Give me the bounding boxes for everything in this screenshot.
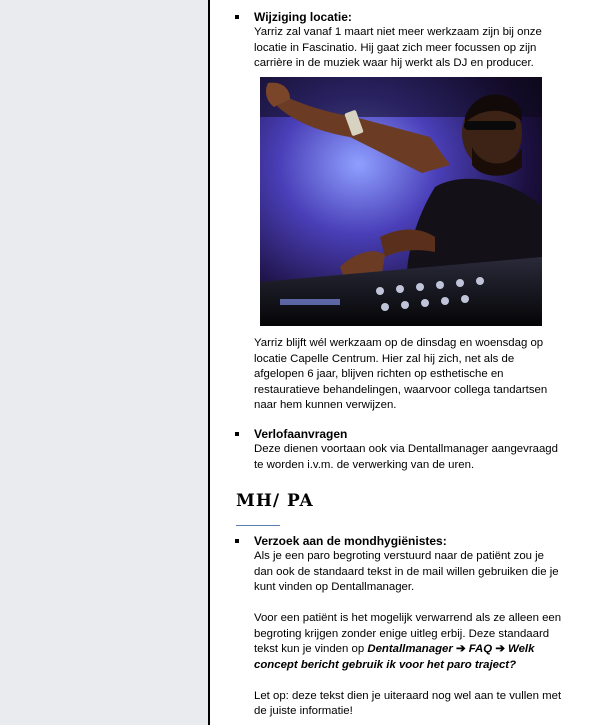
text-line: Yarriz zal vanaf 1 maart niet meer werkzaam zijn bij onze xyxy=(254,26,542,38)
text-line: de juiste informatie! xyxy=(254,705,353,717)
bullet-marker xyxy=(235,15,239,19)
paragraph-verzoek xyxy=(254,549,574,720)
section-title-mh-pa: MH/ PA xyxy=(236,491,314,511)
text-line: Yarriz blijft wél werkzaam op de dinsdag en woensdag op xyxy=(254,337,544,349)
item-title-verlof: Verlofaanvragen xyxy=(254,427,348,441)
text-line: Deze dienen voortaan ook via Dentallmanager aangevraagd xyxy=(254,443,558,455)
item-title-verzoek: Verzoek aan de mondhygiënistes: xyxy=(254,534,447,548)
item-title-wijziging: Wijziging locatie: xyxy=(254,10,352,24)
text-line-with-path xyxy=(254,642,574,658)
text-line: carrière in de muziek waar hij werkt als DJ en producer. xyxy=(254,57,534,69)
arrow-right-icon: ➔ xyxy=(495,643,505,655)
text-line: dan ook de standaard tekst in de mail willen gebruiken die je xyxy=(254,565,559,578)
path-dentallmanager: Dentallmanager xyxy=(367,643,453,655)
paragraph-wijziging xyxy=(254,25,574,72)
text-span: tekst kun je vinden op xyxy=(254,643,368,655)
text-line: locatie in Fascinatio. Hij gaat zich meer focussen op zijn xyxy=(254,41,537,54)
path-welk: Welk xyxy=(508,643,535,655)
arrow-right-icon: ➔ xyxy=(456,643,466,655)
paragraph-gap xyxy=(254,673,574,689)
left-sidebar-panel xyxy=(0,0,208,725)
paragraph-gap xyxy=(254,596,574,612)
text-line: naar hem kunnen verwijzen. xyxy=(254,399,397,411)
bullet-marker xyxy=(235,432,239,436)
paragraph-verlof xyxy=(254,442,574,473)
text-line: kunt vinden op Dentallmanager. xyxy=(254,581,415,593)
bullet-marker xyxy=(235,539,239,543)
section-underline xyxy=(236,525,280,526)
path-concept-bericht: concept bericht gebruik ik voor het paro traject? xyxy=(254,658,517,671)
text-line: Voor een patiënt is het mogelijk verwarrend als ze alleen een xyxy=(254,612,562,624)
text-line: restauratieve behandelingen, waarvoor collega tandartsen xyxy=(254,383,548,396)
document-content xyxy=(210,0,599,725)
dj-photo xyxy=(260,77,542,326)
text-line: begroting krijgen zonder enige uitleg erbij. Deze standaard xyxy=(254,627,550,640)
text-line: afgelopen 6 jaar, blijven richten op esthetische en xyxy=(254,368,504,380)
text-line: locatie Capelle Centrum. Hier zal hij zich, net als de xyxy=(254,352,515,365)
text-line: te worden i.v.m. de verwerking van de uren. xyxy=(254,458,475,471)
paragraph-wijziging-continued xyxy=(254,336,574,414)
text-line: Als je een paro begroting verstuurd naar de patiënt zou je xyxy=(254,550,545,562)
text-line: Let op: deze tekst dien je uiteraard nog wel aan te vullen met xyxy=(254,689,562,702)
path-faq: FAQ xyxy=(468,643,493,655)
